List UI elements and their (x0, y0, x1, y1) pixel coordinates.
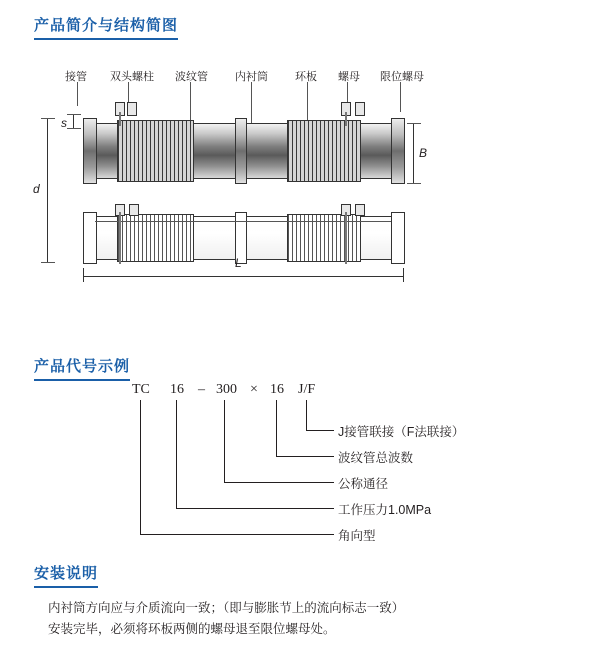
code-token-4: × (250, 382, 258, 397)
limit-nut-right-bottom (355, 204, 365, 216)
code-leader-v-1 (276, 400, 277, 456)
code-leader-h-3 (176, 508, 334, 509)
callout-leader-6 (400, 82, 401, 112)
stud-rod-left-bottom (119, 212, 121, 264)
section-title-intro-text: 产品简介与结构简图 (34, 14, 178, 40)
product-code-diagram (0, 382, 600, 542)
code-token-6: J/F (298, 382, 316, 397)
callout-label-2: 波纹管 (175, 71, 208, 83)
code-desc-3: 工作压力1.0MPa (338, 503, 432, 517)
dimension-B: B (419, 146, 428, 160)
dimension-s-tick-bottom (67, 128, 81, 129)
stud-left-bottom (129, 204, 139, 216)
dimension-d: d (33, 182, 40, 196)
dimension-B-tick-top (407, 123, 421, 124)
install-note-1: 安装完毕，必须将环板两侧的螺母退至限位螺母处。 (48, 622, 336, 636)
stud-rod-left-top (119, 112, 121, 126)
code-leader-v-0 (306, 400, 307, 430)
callout-label-4: 环板 (295, 71, 317, 83)
code-token-1: 16 (170, 382, 184, 397)
code-token-3: 300 (216, 382, 237, 397)
code-leader-h-0 (306, 430, 334, 431)
ring-plate-top (235, 118, 247, 184)
install-note-0: 内衬筒方向应与介质流向一致；（即与膨胀节上的流向标志一致） (48, 601, 405, 615)
dimension-L: L (235, 256, 242, 270)
code-token-2: – (198, 382, 205, 397)
section-title-install (34, 562, 98, 588)
install-notes (48, 598, 568, 640)
code-desc-0: J接管联接（F法联接） (338, 425, 465, 439)
code-token-0: TC (132, 382, 150, 397)
dimension-L-tick-right (403, 268, 404, 282)
callout-label-6: 限位螺母 (380, 71, 424, 83)
section-title-code-text: 产品代号示例 (34, 355, 130, 381)
dimension-d-tick-bottom (41, 262, 55, 263)
callout-label-0: 接管 (65, 71, 87, 83)
end-flange-left-bottom (83, 212, 97, 264)
stud-rod-right-bottom (345, 212, 347, 264)
code-desc-4: 角向型 (338, 529, 376, 543)
callout-label-3: 内衬筒 (235, 71, 268, 83)
stud-rod-right-top (345, 112, 347, 126)
code-leader-h-4 (140, 534, 334, 535)
corrugation-left-top (117, 120, 194, 182)
limit-nut-right-top (355, 102, 365, 116)
dimension-d-line (47, 118, 48, 262)
code-desc-1: 波纹管总波数 (338, 451, 414, 465)
code-leader-v-3 (176, 400, 177, 508)
section-title-intro (34, 14, 178, 40)
code-token-5: 16 (270, 382, 284, 397)
code-leader-v-2 (224, 400, 225, 482)
structure-diagram (33, 68, 525, 293)
end-flange-right-top (391, 118, 405, 184)
dimension-L-tick-left (83, 268, 84, 282)
code-desc-2: 公称通径 (338, 477, 389, 491)
end-flange-right-bottom (391, 212, 405, 264)
stud-left-top (127, 102, 137, 116)
dimension-s-line (73, 114, 74, 128)
dimension-s-tick-top (67, 114, 81, 115)
callout-label-5: 螺母 (338, 71, 360, 83)
section-title-install-text: 安装说明 (34, 562, 98, 588)
section-title-code (34, 355, 130, 381)
dimension-s: s (61, 116, 67, 130)
corrugation-right-top (287, 120, 361, 182)
callout-leader-0 (77, 82, 78, 106)
dimension-B-tick-bottom (407, 183, 421, 184)
code-leader-h-1 (276, 456, 334, 457)
dimension-d-tick-top (41, 118, 55, 119)
end-flange-left-top (83, 118, 97, 184)
dimension-B-line (413, 123, 414, 183)
dimension-L-line (83, 276, 403, 277)
code-leader-h-2 (224, 482, 334, 483)
code-leader-v-4 (140, 400, 141, 534)
callout-label-1: 双头螺柱 (110, 71, 154, 83)
